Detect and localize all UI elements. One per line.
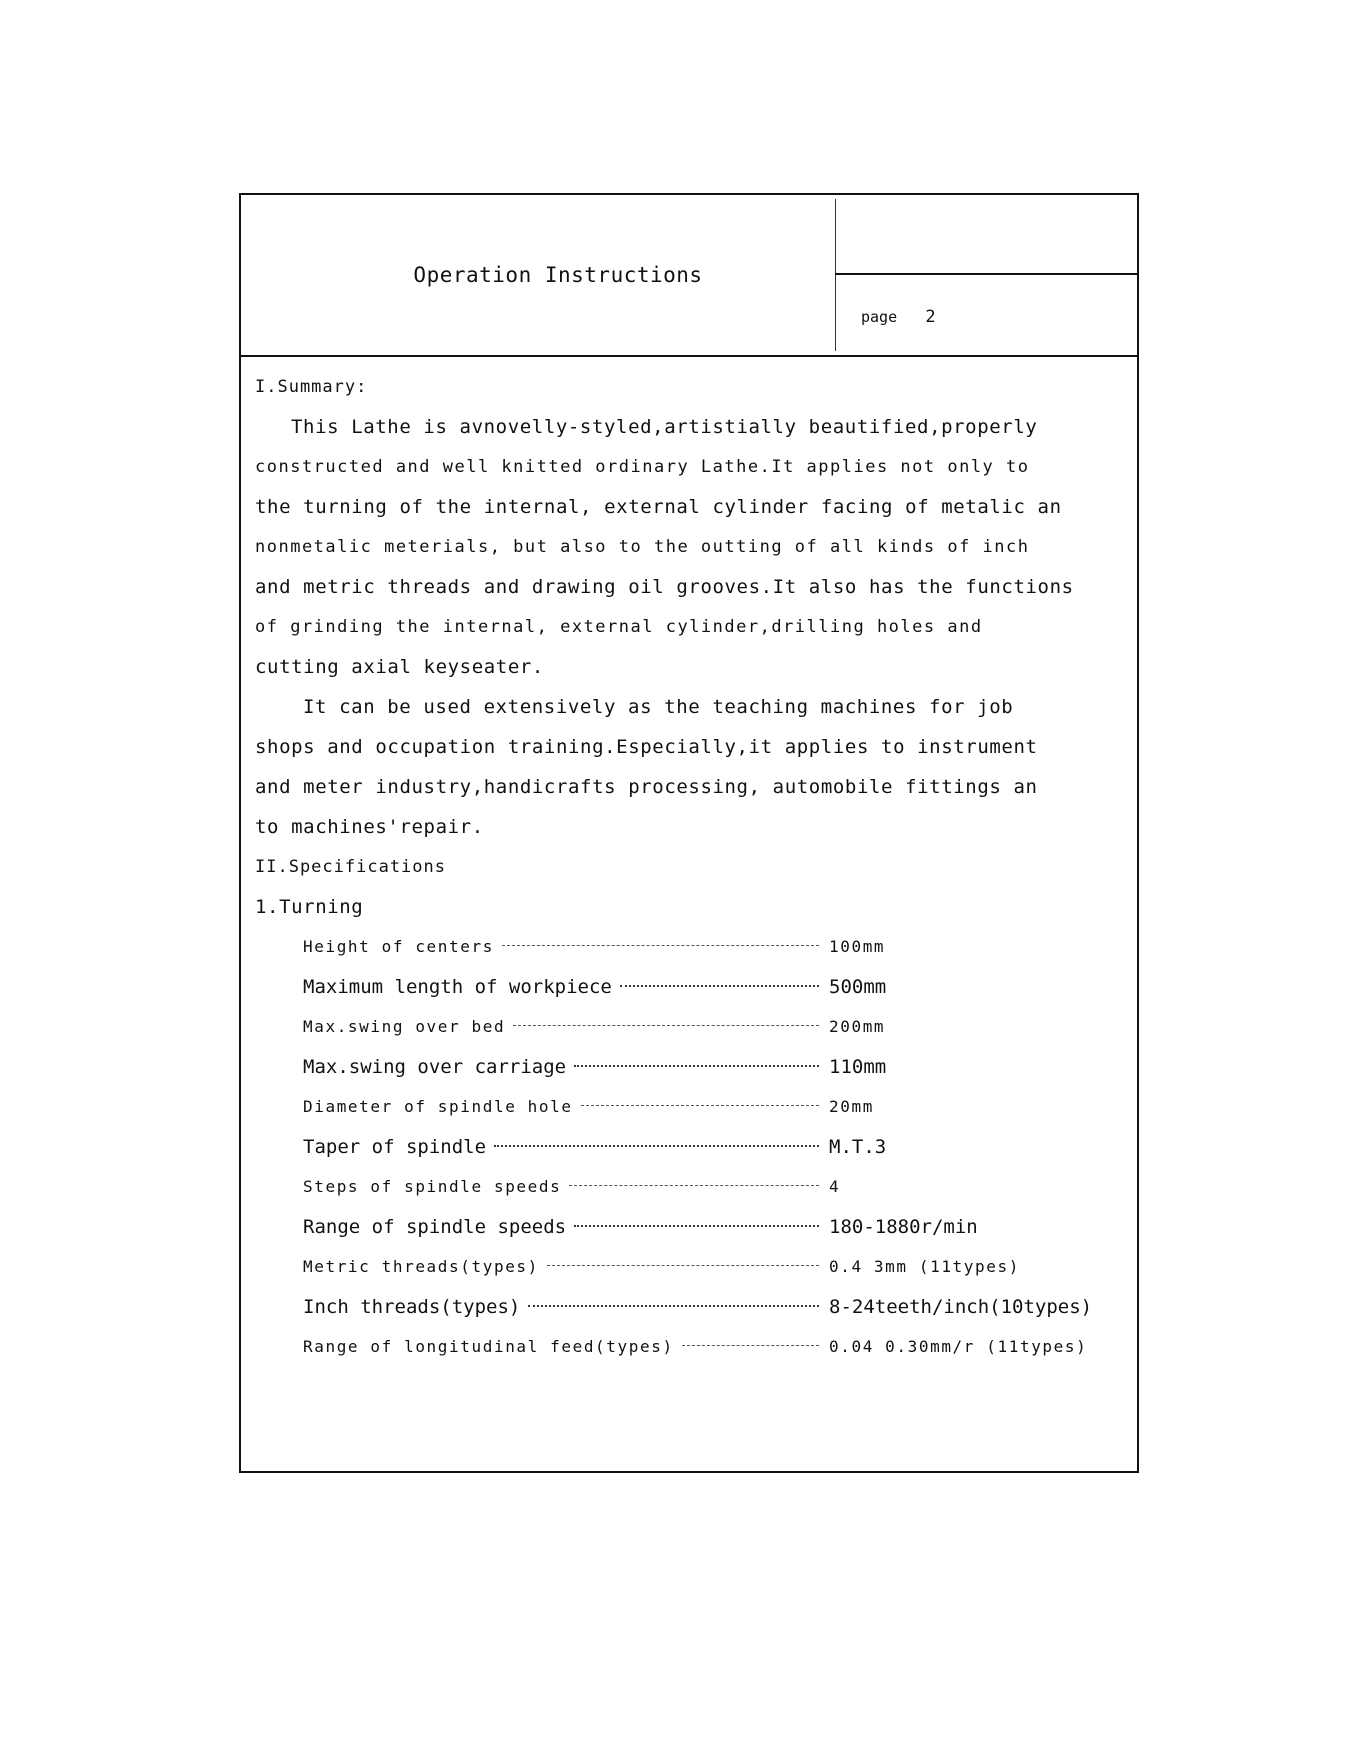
document-header bbox=[241, 195, 1137, 357]
spec-row bbox=[255, 1007, 1131, 1047]
spec-name: Metric threads(types) bbox=[303, 1257, 539, 1276]
spec-name: Maximum length of workpiece bbox=[303, 976, 612, 998]
summary-line: nonmetalic meterials, but also to the outting of all kinds of inch bbox=[255, 537, 1030, 557]
header-rule bbox=[835, 273, 1137, 275]
summary-line: and metric threads and drawing oil grooves.It also has the functions bbox=[255, 576, 1074, 598]
summary-line: cutting axial keyseater. bbox=[255, 656, 544, 678]
summary-heading: I.Summary: bbox=[255, 377, 368, 397]
turning-subheading: 1.Turning bbox=[255, 896, 364, 918]
dot-leader bbox=[528, 1305, 819, 1307]
dot-leader bbox=[620, 985, 819, 987]
summary-line: of grinding the internal, external cylinder,drilling holes and bbox=[255, 617, 983, 637]
spec-row bbox=[255, 967, 1131, 1007]
spec-name: Taper of spindle bbox=[303, 1136, 487, 1158]
spec-value: 180-1880r/min bbox=[829, 1216, 978, 1238]
dot-leader bbox=[502, 945, 819, 946]
spec-row bbox=[255, 1047, 1131, 1087]
summary-line: and meter industry,handicrafts processing, automobile fittings an bbox=[255, 776, 1038, 798]
spec-row bbox=[255, 1247, 1131, 1287]
spec-row bbox=[255, 1287, 1131, 1327]
summary-line: constructed and well knitted ordinary Lathe.It applies not only to bbox=[255, 457, 1030, 477]
dot-leader bbox=[547, 1265, 819, 1266]
dot-leader bbox=[581, 1105, 819, 1106]
spec-row bbox=[255, 1127, 1131, 1167]
spec-row bbox=[255, 1167, 1131, 1207]
spec-name: Height of centers bbox=[303, 937, 494, 956]
summary-line: This Lathe is avnovelly-styled,artistially beautified,properly bbox=[291, 416, 1038, 438]
spec-value: 4 bbox=[829, 1177, 841, 1196]
spec-row bbox=[255, 1087, 1131, 1127]
spec-value: 110mm bbox=[829, 1056, 887, 1078]
spec-value: M.T.3 bbox=[829, 1136, 887, 1158]
spec-name: Max.swing over carriage bbox=[303, 1056, 567, 1078]
page-indicator bbox=[861, 307, 936, 327]
spec-value: 8-24teeth/inch(10types) bbox=[829, 1296, 1093, 1318]
spec-name: Range of longitudinal feed(types) bbox=[303, 1337, 674, 1356]
spec-value: 0.4 3mm (11types) bbox=[829, 1257, 1020, 1276]
document-sheet bbox=[239, 193, 1139, 1473]
spec-row bbox=[255, 1207, 1131, 1247]
spec-name: Max.swing over bed bbox=[303, 1017, 506, 1036]
document-body bbox=[255, 367, 1131, 1367]
document-title: Operation Instructions bbox=[413, 263, 703, 287]
dot-leader bbox=[569, 1185, 819, 1186]
spec-row bbox=[255, 927, 1131, 967]
dot-leader bbox=[574, 1225, 819, 1227]
spec-value: 500mm bbox=[829, 976, 887, 998]
spec-value: 0.04 0.30mm/r (11types) bbox=[829, 1337, 1088, 1356]
spec-name: Steps of spindle speeds bbox=[303, 1177, 562, 1196]
specifications-heading: II.Specifications bbox=[255, 857, 446, 877]
page-label: page bbox=[861, 308, 898, 326]
summary-line: the turning of the internal, external cylinder facing of metalic an bbox=[255, 496, 1062, 518]
summary-line: shops and occupation training.Especially,it applies to instrument bbox=[255, 736, 1038, 758]
spec-name: Inch threads(types) bbox=[303, 1296, 521, 1318]
summary-line: to machines'repair. bbox=[255, 816, 484, 838]
spec-row bbox=[255, 1327, 1131, 1367]
dot-leader bbox=[494, 1145, 819, 1147]
spec-value: 100mm bbox=[829, 937, 886, 956]
spec-name: Diameter of spindle hole bbox=[303, 1097, 573, 1116]
dot-leader bbox=[682, 1345, 819, 1346]
spec-name: Range of spindle speeds bbox=[303, 1216, 567, 1238]
spec-value: 20mm bbox=[829, 1097, 874, 1116]
summary-line: It can be used extensively as the teaching machines for job bbox=[303, 696, 1014, 718]
header-divider bbox=[835, 199, 836, 351]
dot-leader bbox=[513, 1025, 819, 1026]
spec-value: 200mm bbox=[829, 1017, 886, 1036]
page-number: 2 bbox=[925, 307, 936, 327]
dot-leader bbox=[574, 1065, 819, 1067]
title-cell bbox=[241, 195, 835, 355]
